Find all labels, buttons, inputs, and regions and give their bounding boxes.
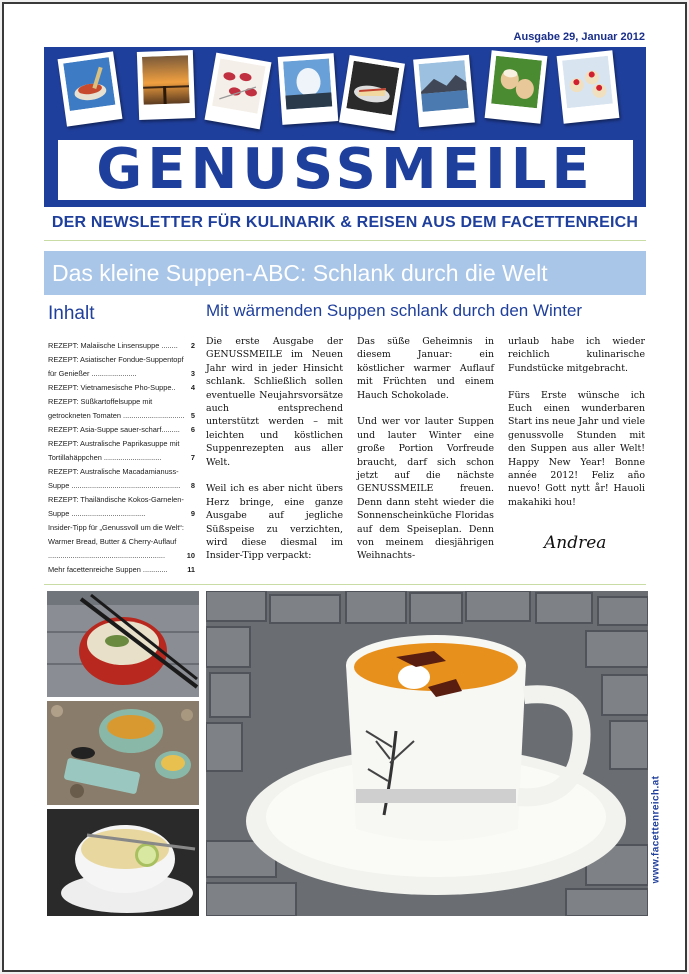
tartlets-photo: [557, 50, 620, 123]
toc-item[interactable]: REZEPT: Asia-Suppe sauer-scharf......... 6: [48, 425, 195, 434]
masthead-title: GENUSSMEILE: [96, 137, 595, 202]
toc-item[interactable]: REZEPT: Australische Paprikasuppe mit Tortillahäppchen ............................ 7: [48, 439, 195, 462]
toc-item[interactable]: REZEPT: Vietnamesische Pho-Suppe.. 4: [48, 383, 195, 392]
table-of-contents: [48, 339, 195, 577]
toc-item[interactable]: Mehr facettenreiche Suppen ............ 11: [48, 565, 195, 574]
divider-bottom: [44, 584, 646, 585]
masthead-plate: [58, 137, 633, 202]
toc-title: Inhalt: [48, 303, 95, 324]
issue-label: Ausgabe 29, Januar 2012: [513, 31, 645, 43]
article-column-3: [508, 335, 645, 523]
toc-item[interactable]: REZEPT: Thailändische Kokos-Garnelen-Suppe .................................... 9: [48, 495, 195, 518]
article-title: Mit wärmenden Suppen schlank durch den Winter: [206, 301, 583, 320]
paragraph: Weil ich es aber nicht übers Herz bringe, eine ganze Ausgabe auf jegliche Süßspeise zu verzichten, wird diese diesmal im Insider-Tipp verpackt:: [206, 483, 343, 562]
paragraph: Fürs Erste wünsche ich Euch einen wunderbaren Start ins neue Jahr und viele genussvolle Stunden mit den Suppen aus aller Welt! Happy New Year! Bonne année 2012! Feliz año nuevo! Gott nytt år! Hauoli makahiki hou!: [508, 389, 645, 508]
soup-bowl-photo: [58, 51, 123, 126]
toc-item[interactable]: REZEPT: Malaiische Linsensuppe ........ 2: [48, 341, 195, 350]
spoons-appetizer-photo: [205, 53, 272, 130]
signature: Andrea: [544, 533, 607, 553]
article-column-1: [206, 335, 343, 576]
soup-red-bowl-photo: [47, 591, 199, 697]
paragraph: Und wer vor lauter Suppen und lauter Winter eine große Portion Vorfreude braucht, darf sich schon jetzt auf die nächste GENUSSMEILE freuen. Denn dann steht wieder die Sonnenscheinküche Floridas auf dem Speiseplan. Denn von meinem diesjährigen Weihnachts-: [357, 416, 494, 562]
divider-top: [44, 240, 646, 241]
main-headline: Das kleine Suppen-ABC: Schlank durch die Welt: [52, 260, 548, 286]
pho-soup-photo: [47, 701, 199, 805]
toc-item[interactable]: REZEPT: Australische Macadamianuss-Suppe ..................................................... 8: [48, 467, 195, 490]
website-url[interactable]: www.facettenreich.at: [650, 775, 662, 884]
masthead-banner: [44, 47, 646, 207]
lake-mountains-photo: [413, 55, 475, 128]
toc-item[interactable]: Insider-Tipp für „Genussvoll um die Welt“: Warmer Bread, Butter & Cherry-Auflauf ......................................................... 10: [48, 523, 195, 560]
paragraph: Die erste Ausgabe der GENUSSMEILE im Neuen Jahr wird in jeder Hinsicht schlank. Schließlich sollen eventuelle Neujahrsvorsätze auch entsprechend unterstützt werden – mit leichten und köstlichen Suppenrezepten aus aller Welt.: [206, 336, 343, 468]
cake-slice-photo: [339, 55, 405, 131]
toc-item[interactable]: REZEPT: Süßkartoffelsuppe mit getrockneten Tomaten .............................. 5: [48, 397, 195, 420]
desserts-photo: [485, 50, 548, 123]
article-column-2: [357, 335, 494, 576]
newsletter-subtitle: DER NEWSLETTER FÜR KULINARIK & REISEN AUS DEM FACETTENREICH: [51, 214, 639, 231]
paragraph: urlaub habe ich wieder reichlich kulinarische Fundstücke mitgebracht.: [508, 336, 645, 374]
surf-rock-photo: [278, 53, 339, 125]
coconut-soup-photo: [47, 809, 199, 916]
paragraph: Das süße Geheimnis in diesem Januar: ein köstlicher warmer Auflauf mit Früchten und einem Hauch Schokolade.: [357, 336, 494, 401]
sunset-pier-photo: [137, 50, 195, 120]
toc-item[interactable]: REZEPT: Asiatischer Fondue-Suppentopf für Genießer ...................... 3: [48, 355, 195, 378]
headline-bar: [44, 251, 646, 295]
pumpkin-soup-cup-photo: [206, 591, 648, 916]
